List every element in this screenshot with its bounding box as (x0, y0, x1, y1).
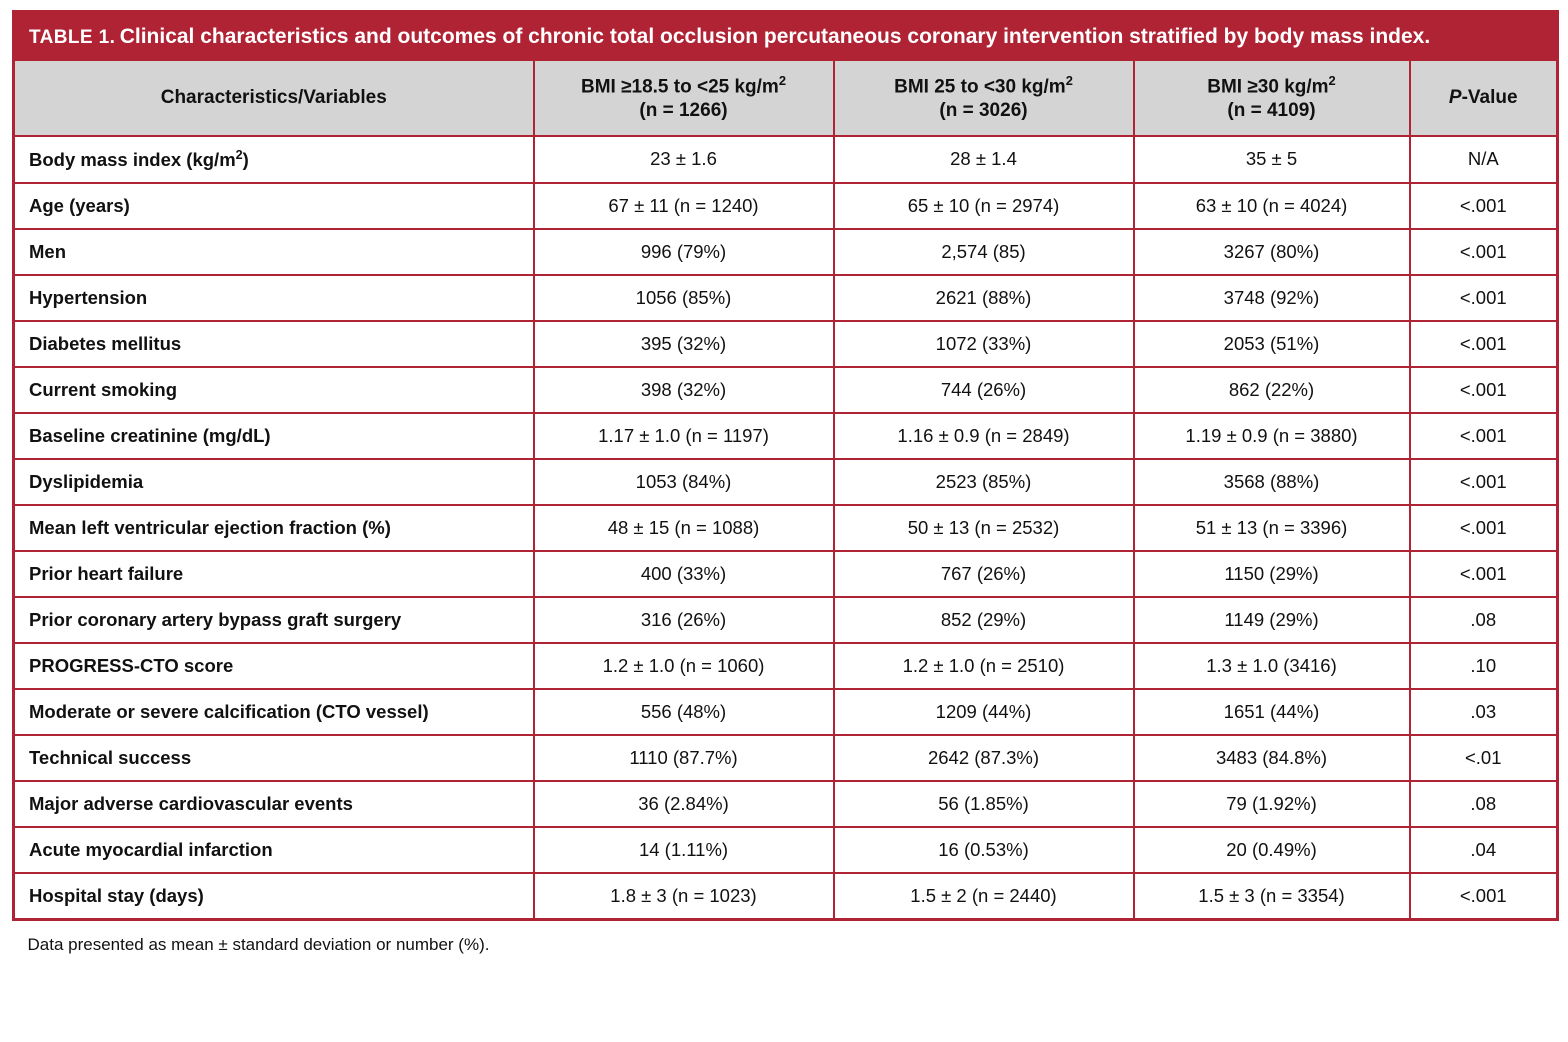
row-p-value: .08 (1410, 597, 1558, 643)
row-p-value: .03 (1410, 689, 1558, 735)
row-value-3: 3748 (92%) (1134, 275, 1410, 321)
row-p-value: <.001 (1410, 873, 1558, 920)
row-value-2: 1.16 ± 0.9 (n = 2849) (834, 413, 1134, 459)
row-value-2: 28 ± 1.4 (834, 136, 1134, 183)
row-value-1: 398 (32%) (534, 367, 834, 413)
row-variable-label: Mean left ventricular ejection fraction (%) (14, 505, 534, 551)
row-p-value: <.001 (1410, 321, 1558, 367)
row-value-2: 50 ± 13 (n = 2532) (834, 505, 1134, 551)
row-variable-label: Age (years) (14, 183, 534, 229)
row-value-3: 3267 (80%) (1134, 229, 1410, 275)
row-value-3: 63 ± 10 (n = 4024) (1134, 183, 1410, 229)
row-value-3: 79 (1.92%) (1134, 781, 1410, 827)
row-value-1: 316 (26%) (534, 597, 834, 643)
table-row (14, 689, 1558, 735)
row-value-3: 1150 (29%) (1134, 551, 1410, 597)
row-value-1: 1056 (85%) (534, 275, 834, 321)
row-value-2: 1.2 ± 1.0 (n = 2510) (834, 643, 1134, 689)
row-variable-label: Current smoking (14, 367, 534, 413)
row-value-1: 1.17 ± 1.0 (n = 1197) (534, 413, 834, 459)
row-p-value: <.001 (1410, 275, 1558, 321)
row-value-2: 16 (0.53%) (834, 827, 1134, 873)
table-row (14, 136, 1558, 183)
row-value-2: 1072 (33%) (834, 321, 1134, 367)
table-title: Clinical characteristics and outcomes of chronic total occlusion percutaneous coronary intervention stratified by body mass index. (119, 25, 1431, 48)
row-value-2: 767 (26%) (834, 551, 1134, 597)
row-value-2: 2523 (85%) (834, 459, 1134, 505)
row-value-1: 556 (48%) (534, 689, 834, 735)
table-footer (14, 919, 1558, 965)
row-value-2: 2621 (88%) (834, 275, 1134, 321)
column-header-p-value: P-Value (1410, 61, 1558, 136)
row-value-1: 67 ± 11 (n = 1240) (534, 183, 834, 229)
column-header-bmi-obese (1134, 61, 1410, 136)
row-value-3: 3568 (88%) (1134, 459, 1410, 505)
column-header-bmi-obese-text: BMI ≥30 $kg/m^2$ (1207, 73, 1336, 98)
column-header-bmi-normal-text: BMI ≥18.5 to <25 $kg/m^2$ (580, 73, 787, 98)
column-header-bmi-normal (534, 61, 834, 136)
row-p-value: .10 (1410, 643, 1558, 689)
row-value-2: 1209 (44%) (834, 689, 1134, 735)
row-variable-label: Major adverse cardiovascular events (14, 781, 534, 827)
row-variable-label: PROGRESS-CTO score (14, 643, 534, 689)
row-variable-label: Body mass index $(kg/m^2)$ (14, 136, 534, 183)
clinical-characteristics-table (12, 10, 1559, 965)
row-value-1: 36 (2.84%) (534, 781, 834, 827)
row-value-3: 2053 (51%) (1134, 321, 1410, 367)
table-caption (12, 10, 1559, 61)
table-label: TABLE 1. (29, 27, 116, 48)
column-header-bmi-overweight-n: (n = 3026) (939, 100, 1028, 122)
column-header-bmi-overweight-text: BMI 25 to <30 $kg/m^2$ (894, 73, 1073, 98)
row-value-1: 996 (79%) (534, 229, 834, 275)
table-header (14, 61, 1558, 136)
row-value-1: 48 ± 15 (n = 1088) (534, 505, 834, 551)
column-header-bmi-normal-n: (n = 1266) (639, 100, 728, 122)
row-value-3: 35 ± 5 (1134, 136, 1410, 183)
row-variable-label: Prior coronary artery bypass graft surgery (14, 597, 534, 643)
row-p-value: <.01 (1410, 735, 1558, 781)
row-value-2: 2642 (87.3%) (834, 735, 1134, 781)
row-value-3: 1.19 ± 0.9 (n = 3880) (1134, 413, 1410, 459)
row-value-3: 1.5 ± 3 (n = 3354) (1134, 873, 1410, 920)
row-p-value: <.001 (1410, 413, 1558, 459)
row-p-value: <.001 (1410, 229, 1558, 275)
row-value-3: 1651 (44%) (1134, 689, 1410, 735)
table-row (14, 367, 1558, 413)
row-value-2: 852 (29%) (834, 597, 1134, 643)
row-p-value: .04 (1410, 827, 1558, 873)
table-row (14, 321, 1558, 367)
row-p-value: .08 (1410, 781, 1558, 827)
row-p-value: N/A (1410, 136, 1558, 183)
row-variable-label: Moderate or severe calcification (CTO vessel) (14, 689, 534, 735)
table-row (14, 459, 1558, 505)
table-row (14, 873, 1558, 920)
table-row (14, 229, 1558, 275)
row-value-3: 862 (22%) (1134, 367, 1410, 413)
row-value-3: 3483 (84.8%) (1134, 735, 1410, 781)
row-value-2: 1.5 ± 2 (n = 2440) (834, 873, 1134, 920)
table-body (14, 136, 1558, 920)
row-value-3: 1149 (29%) (1134, 597, 1410, 643)
row-variable-label: Technical success (14, 735, 534, 781)
row-variable-label: Hospital stay (days) (14, 873, 534, 920)
row-p-value: <.001 (1410, 183, 1558, 229)
table-row (14, 183, 1558, 229)
row-variable-label: Men (14, 229, 534, 275)
row-value-3: 1.3 ± 1.0 (3416) (1134, 643, 1410, 689)
row-value-2: 2,574 (85) (834, 229, 1134, 275)
row-value-3: 20 (0.49%) (1134, 827, 1410, 873)
row-value-1: 395 (32%) (534, 321, 834, 367)
row-variable-label: Dyslipidemia (14, 459, 534, 505)
row-value-2: 56 (1.85%) (834, 781, 1134, 827)
table-row (14, 827, 1558, 873)
row-variable-label: Acute myocardial infarction (14, 827, 534, 873)
table-row (14, 551, 1558, 597)
row-value-1: 1.2 ± 1.0 (n = 1060) (534, 643, 834, 689)
table-row (14, 275, 1558, 321)
table-footnote: Data presented as mean ± standard deviation or number (%). (14, 919, 1558, 965)
table-row (14, 505, 1558, 551)
row-value-1: 400 (33%) (534, 551, 834, 597)
column-header-variables-text: Characteristics/Variables (160, 87, 387, 109)
row-variable-label: Diabetes mellitus (14, 321, 534, 367)
row-p-value: <.001 (1410, 459, 1558, 505)
row-variable-label: Prior heart failure (14, 551, 534, 597)
table-row (14, 413, 1558, 459)
row-variable-label: Hypertension (14, 275, 534, 321)
row-variable-label: Baseline creatinine (mg/dL) (14, 413, 534, 459)
row-value-1: 23 ± 1.6 (534, 136, 834, 183)
row-value-1: 1110 (87.7%) (534, 735, 834, 781)
column-header-bmi-overweight (834, 61, 1134, 136)
row-p-value: <.001 (1410, 551, 1558, 597)
row-value-1: 1.8 ± 3 (n = 1023) (534, 873, 834, 920)
row-value-1: 14 (1.11%) (534, 827, 834, 873)
row-value-3: 51 ± 13 (n = 3396) (1134, 505, 1410, 551)
table-row (14, 643, 1558, 689)
row-value-2: 744 (26%) (834, 367, 1134, 413)
table-row (14, 735, 1558, 781)
row-value-2: 65 ± 10 (n = 2974) (834, 183, 1134, 229)
row-p-value: <.001 (1410, 367, 1558, 413)
column-header-variables (14, 61, 534, 136)
table-row (14, 781, 1558, 827)
column-header-bmi-obese-n: (n = 4109) (1227, 100, 1316, 122)
table-row (14, 597, 1558, 643)
row-value-1: 1053 (84%) (534, 459, 834, 505)
row-p-value: <.001 (1410, 505, 1558, 551)
